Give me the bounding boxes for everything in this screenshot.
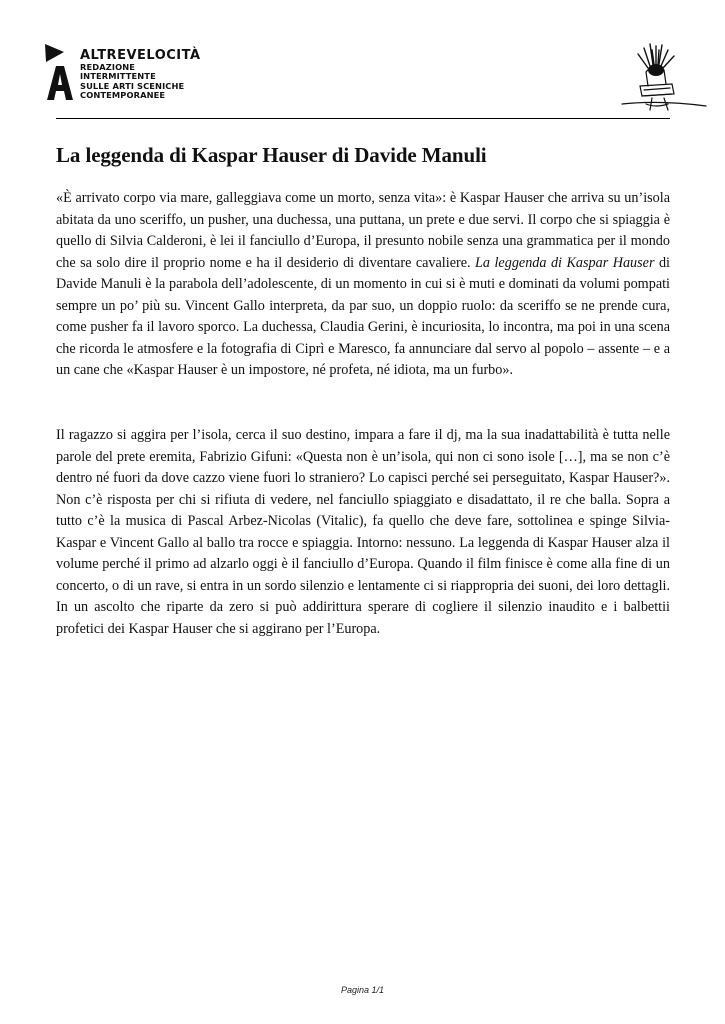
page-number: Pagina 1/1 (340, 985, 385, 995)
logo-tagline-line: REDAZIONE (80, 62, 136, 72)
film-title-italic: La leggenda di Kaspar Hauser (475, 254, 655, 271)
logo-name: ALTREVELOCITÀ (80, 48, 201, 63)
altrevelocita-logo-icon (42, 40, 76, 102)
article-title: La leggenda di Kaspar Hauser di Davide Manuli (56, 143, 487, 167)
logo-tagline-line: SULLE ARTI SCENICHE (80, 80, 185, 91)
logo-tagline-line: INTERMITTENTE (80, 71, 156, 82)
article-paragraph: Il ragazzo si aggira per l’isola, cerca il suo destino, impara a fare il dj, ma la sua inadattabilità è tutta nelle parole del prete eremita, Fabrizio Gifuni: «Questa non è un’isola, qui non ci sono isole […], ma se non c’è dentro né fuori da dove cazzo viene fuori lo straniero? Lo capisci perché sei perseguitato, Kaspar Hauser?». Non c’è risposta per chi si rifiuta di vedere, nel fanciullo spiaggiato e disadattato, il re che balla. Sopra a tutto c’è la musica di Pascal Arbez-Nicolas (Vitalic), fa quello che deve fare, sottolinea e spinge Silvia-Kaspar e Vincent Gallo al ballo tra rocce e spiaggia. Intorno: nessuno. La leggenda di Kaspar Hauser alza il volume perché il primo ad alzarlo oggi è il fanciullo d’Europa. Quando il film finisce è come alla fine di un concerto, o di un rave, si entra in un sordo silenzio e lentamente ci si riappropria dei suoni, dei loro dettagli. In un ascolto che riparte da zero si può addirittura sperare di cogliere il silenzio inaudito e i balbettii profetici dei Kaspar Hauser che si aggirano per l’Europa. (56, 427, 670, 637)
logo-tagline-line: CONTEMPORANEE (80, 90, 166, 101)
header-divider (56, 118, 670, 119)
article-paragraph (56, 188, 670, 382)
page-header (40, 40, 700, 115)
logo-wordmark (80, 49, 201, 101)
reading-figure-illustration-icon (610, 42, 710, 116)
paragraph-text: «È arrivato corpo via mare, galleggiava come un morto, senza vita»: è Kaspar Hauser che arriva su un’isola abitata da uno sceriffo, un pusher, una duchessa, una puttana, un prete e due servi. Il corpo che si spiaggia è quello di Silvia Calderoni, è lei il fanciullo d’Europa, il presunto nobile senza una grammatica per il mondo che sa solo dire il proprio nome e ha il desiderio di diventare cavaliere. (56, 190, 670, 271)
paragraph-text: di Davide Manuli è la parabola dell’adolescente, di un momento in cui si è muti e dominati da volumi pompati sempre un po’ più su. Vincent Gallo interpreta, da par suo, un doppio ruolo: da sceriffo se ne prende cura, come pusher fa il lavoro sporco. La duchessa, Claudia Gerini, è incuriosita, lo incontra, ma poi in una scena che ricorda le atmosfere e la fotografia di Ciprì e Maresco, fa annunciare dal servo al popolo – assente – e a un cane che «Kaspar Hauser è un impostore, né profeta, né idiota, ma un furbo». (56, 254, 670, 378)
